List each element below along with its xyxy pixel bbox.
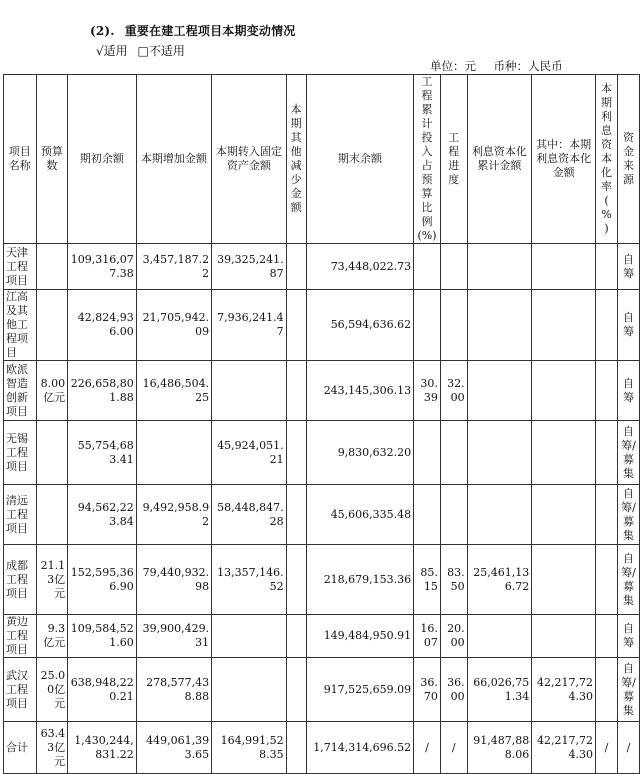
table-cell: 自筹 [617, 361, 639, 421]
table-cell [440, 290, 467, 361]
table-cell [532, 244, 596, 290]
table-cell: 3,457,187.22 [136, 244, 211, 290]
table-cell: 55,754,683.41 [68, 421, 137, 485]
table-row [4, 290, 640, 361]
table-cell: 45,606,335.48 [306, 485, 414, 545]
table-cell: 天津工程项目 [4, 244, 37, 290]
table-cell: 自筹/募集 [617, 421, 639, 485]
currency-label: 币种：人民币 [493, 59, 563, 73]
table-cell [286, 361, 306, 421]
table-cell: 1,430,244,831.22 [68, 722, 137, 774]
table-cell: 36.00 [440, 658, 467, 722]
table-cell [440, 244, 467, 290]
table-cell [212, 658, 286, 722]
table-cell: 278,577,438.88 [136, 658, 211, 722]
table-cell [532, 421, 596, 485]
table-cell: 自筹/募集 [617, 658, 639, 722]
table-cell [596, 244, 618, 290]
table-cell: 30.39 [414, 361, 441, 421]
table-cell [596, 361, 618, 421]
table-cell [596, 290, 618, 361]
col-header-closing-balance: 期末余额 [306, 75, 414, 244]
table-cell [414, 485, 441, 545]
applicability-options [96, 42, 191, 59]
table-cell [36, 421, 68, 485]
col-header-interest-capitalized: 利息资本化累计金额 [467, 75, 532, 244]
table-cell: 109,316,077.38 [68, 244, 137, 290]
table-cell [532, 485, 596, 545]
col-header-opening-balance: 期初余额 [68, 75, 137, 244]
table-cell [286, 545, 306, 615]
table-cell: 21,705,942.09 [136, 290, 211, 361]
table-cell: 7,936,241.47 [212, 290, 286, 361]
table-cell: 149,484,950.91 [306, 615, 414, 658]
table-cell: 自筹/募集 [617, 485, 639, 545]
table-cell [467, 361, 532, 421]
table-cell [36, 290, 68, 361]
table-cell: 79,440,932.98 [136, 545, 211, 615]
col-header-current-interest: 其中：本期利息资本化金额 [532, 75, 596, 244]
unit-currency-line [430, 58, 577, 74]
table-cell: 42,217,724.30 [532, 658, 596, 722]
table-cell: 20.00 [440, 615, 467, 658]
col-header-increase: 本期增加金额 [136, 75, 211, 244]
unit-label: 单位：元 [430, 59, 476, 73]
table-cell: 9,492,958.92 [136, 485, 211, 545]
table-cell: 85.15 [414, 545, 441, 615]
table-cell: / [440, 722, 467, 774]
table-cell [414, 244, 441, 290]
col-header-fund-source: 资金来源 [617, 75, 639, 244]
table-cell [286, 485, 306, 545]
section-number: (2). [90, 24, 115, 38]
table-cell: 武汉工程项目 [4, 658, 37, 722]
table-row [4, 658, 640, 722]
table-cell: 25.00亿元 [36, 658, 68, 722]
table-cell [212, 615, 286, 658]
table-cell [596, 615, 618, 658]
table-row [4, 615, 640, 658]
table-cell: 63.43亿元 [36, 722, 68, 774]
table-row [4, 421, 640, 485]
table-cell: 36.70 [414, 658, 441, 722]
table-cell [212, 361, 286, 421]
table-cell: 449,061,393.65 [136, 722, 211, 774]
col-header-transfer-to-fixed-assets: 本期转入固定资产金额 [212, 75, 286, 244]
table-cell: 94,562,223.84 [68, 485, 137, 545]
not-applicable-option: □不适用 [137, 44, 185, 58]
table-cell [467, 485, 532, 545]
table-cell [136, 421, 211, 485]
table-cell [596, 421, 618, 485]
table-cell: 25,461,136.72 [467, 545, 532, 615]
table-cell [532, 615, 596, 658]
table-cell [286, 615, 306, 658]
table-cell: 16,486,504.25 [136, 361, 211, 421]
table-cell: 73,448,022.73 [306, 244, 414, 290]
table-cell: 226,658,801.88 [68, 361, 137, 421]
table-cell: 917,525,659.09 [306, 658, 414, 722]
col-header-other-decrease: 本期其他减少金额 [286, 75, 306, 244]
applicable-option: √适用 [96, 44, 128, 58]
table-cell [440, 485, 467, 545]
table-cell: 自筹 [617, 615, 639, 658]
col-header-project-name: 项目名称 [4, 75, 37, 244]
col-header-capitalization-rate: 本期利息资本化率(%) [596, 75, 618, 244]
table-cell: 9,830,632.20 [306, 421, 414, 485]
table-cell: 欧派智造创新项目 [4, 361, 37, 421]
table-cell [440, 421, 467, 485]
table-cell: 39,325,241.87 [212, 244, 286, 290]
table-cell: 成都工程项目 [4, 545, 37, 615]
construction-projects-table [3, 74, 640, 774]
table-cell [414, 290, 441, 361]
table-cell: 清远工程项目 [4, 485, 37, 545]
table-cell [596, 485, 618, 545]
table-cell: 164,991,528.35 [212, 722, 286, 774]
table-cell: 无锡工程项目 [4, 421, 37, 485]
col-header-budget: 预算数 [36, 75, 68, 244]
table-row [4, 485, 640, 545]
table-cell: 黄边工程项目 [4, 615, 37, 658]
table-cell: 109,584,521.60 [68, 615, 137, 658]
table-cell: 638,948,220.21 [68, 658, 137, 722]
table-cell: 58,448,847.28 [212, 485, 286, 545]
section-title-text: 重要在建工程项目本期变动情况 [124, 24, 296, 38]
table-row [4, 244, 640, 290]
table-cell [286, 244, 306, 290]
table-cell [467, 244, 532, 290]
table-total-row [4, 722, 640, 774]
table-cell: 自筹 [617, 290, 639, 361]
table-cell: 42,824,936.00 [68, 290, 137, 361]
table-row [4, 361, 640, 421]
table-cell: 39,900,429.31 [136, 615, 211, 658]
table-cell: 16.07 [414, 615, 441, 658]
table-cell: 56,594,636.62 [306, 290, 414, 361]
table-cell [286, 290, 306, 361]
col-header-budget-ratio: 工程累计投入占预算比例(%) [414, 75, 441, 244]
table-cell: 83.50 [440, 545, 467, 615]
table-cell [36, 244, 68, 290]
table-cell [286, 722, 306, 774]
table-body [4, 244, 640, 774]
table-cell [596, 658, 618, 722]
table-cell: / [596, 722, 618, 774]
table-cell: 243,145,306.13 [306, 361, 414, 421]
table-cell: 42,217,724.30 [532, 722, 596, 774]
table-cell [286, 421, 306, 485]
table-cell: 45,924,051.21 [212, 421, 286, 485]
table-cell [414, 421, 441, 485]
section-title [90, 22, 296, 39]
table-cell: 13,357,146.52 [212, 545, 286, 615]
table-row [4, 545, 640, 615]
table-cell [467, 290, 532, 361]
table-cell: 218,679,153.36 [306, 545, 414, 615]
table-cell [532, 290, 596, 361]
col-header-progress: 工程进度 [440, 75, 467, 244]
table-cell [467, 421, 532, 485]
table-cell: 1,714,314,696.52 [306, 722, 414, 774]
table-cell: / [414, 722, 441, 774]
table-cell [532, 545, 596, 615]
table-header-row [4, 75, 640, 244]
table-cell: 21.13亿元 [36, 545, 68, 615]
table-cell: 自筹 [617, 244, 639, 290]
table-cell: 9.3亿元 [36, 615, 68, 658]
table-cell: 66,026,751.34 [467, 658, 532, 722]
table-cell: 江高及其他工程项目 [4, 290, 37, 361]
table-cell: 91,487,888.06 [467, 722, 532, 774]
table-cell: 8.00亿元 [36, 361, 68, 421]
table-cell: / [617, 722, 639, 774]
table-cell [596, 545, 618, 615]
table-cell [36, 485, 68, 545]
table-cell [286, 658, 306, 722]
table-cell: 32.00 [440, 361, 467, 421]
table-cell: 合计 [4, 722, 37, 774]
table-cell [467, 615, 532, 658]
table-cell [532, 361, 596, 421]
table-cell: 自筹/募集 [617, 545, 639, 615]
table-cell: 152,595,366.90 [68, 545, 137, 615]
